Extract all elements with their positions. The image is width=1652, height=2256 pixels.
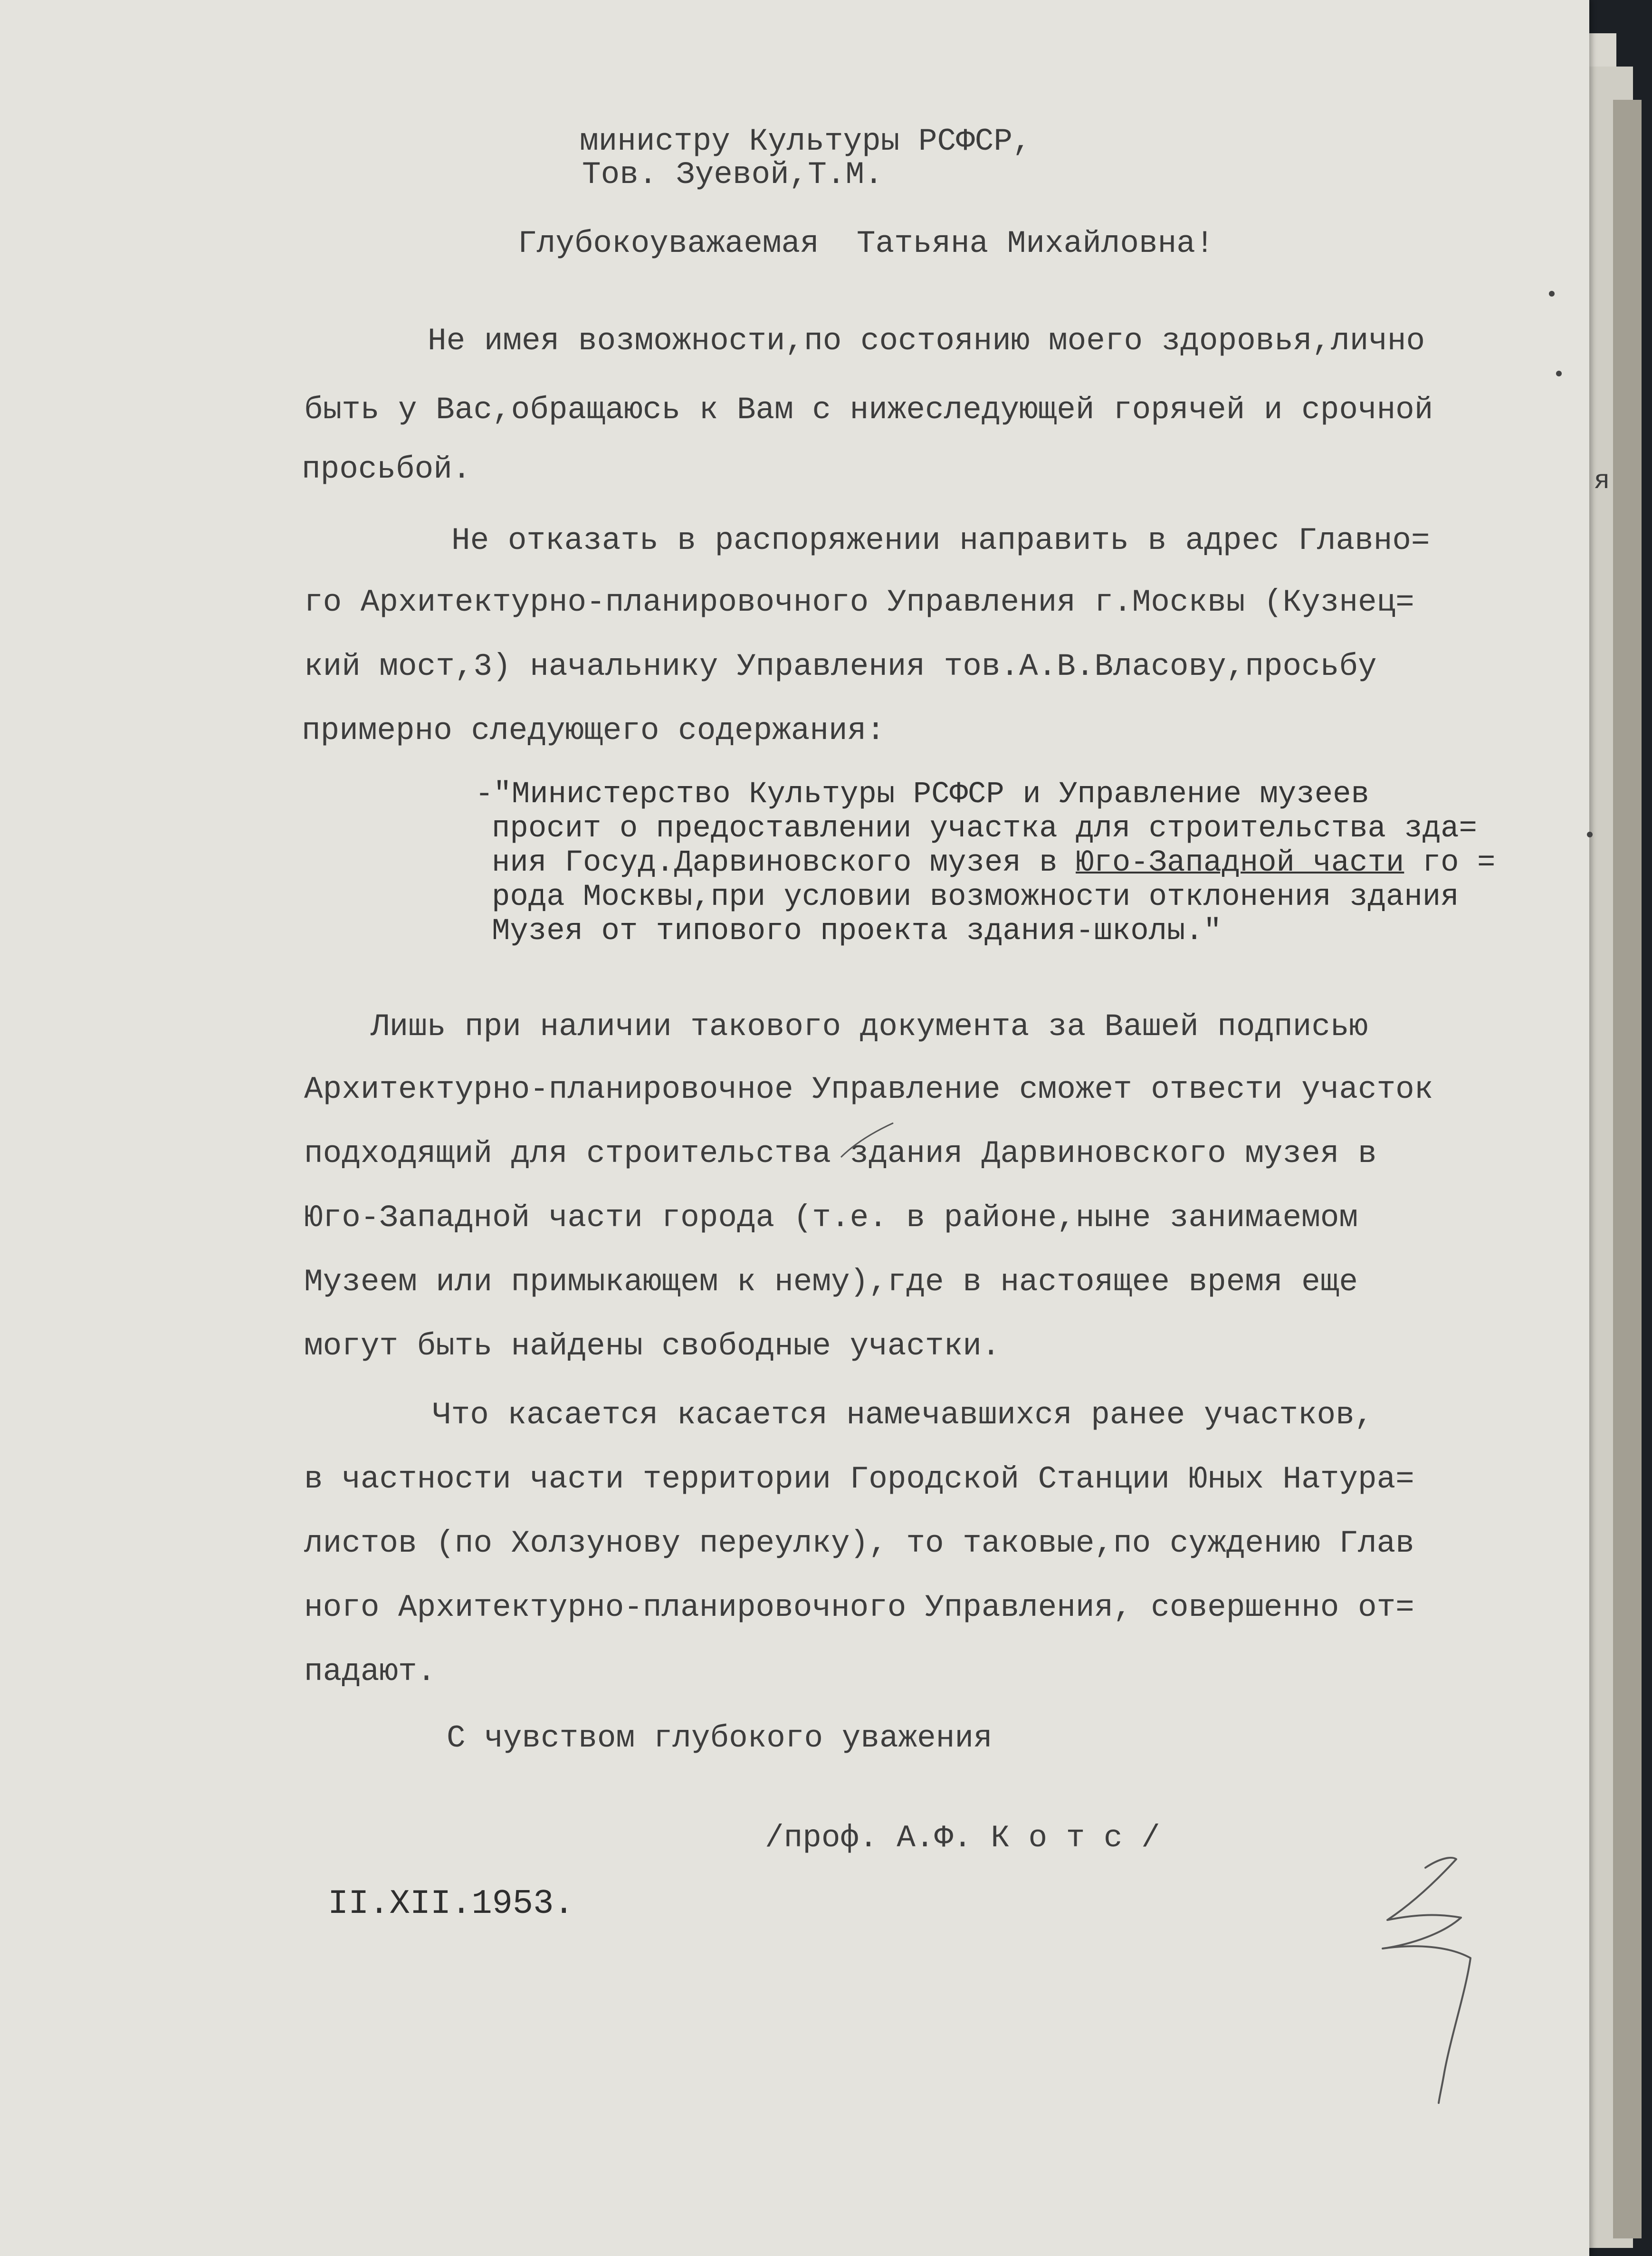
para2-line: го Архитектурно-планировочного Управления г.Москвы (Кузнец= (304, 585, 1414, 620)
quote-line: -"Министерство Культуры РСФСР и Управление музеев (475, 778, 1369, 812)
margin-mark (1556, 371, 1562, 376)
para2-line: примерно следующего содержания: (302, 713, 885, 749)
para4-line: листов (по Холзунову переулку), то таковые,по суждению Глав (304, 1526, 1414, 1561)
para1-line: просьбой. (302, 451, 471, 487)
para3-line: могут быть найдены свободные участки. (304, 1328, 1001, 1364)
para4-line: в частности части территории Городской Станции Юных Натура= (304, 1461, 1414, 1497)
margin-mark (1549, 291, 1555, 297)
underlying-sheet-edge (1613, 100, 1642, 2238)
addressee-line-2: Тов. Зуевой,Т.М. (582, 157, 883, 192)
quote-line: рода Москвы,при условии возможности отклонения здания (492, 880, 1459, 914)
quote-line (492, 848, 1495, 878)
underlined-phrase: Юго-Западной части (1076, 846, 1404, 880)
letter-date: II.XII.1953. (328, 1884, 574, 1923)
para4-line: Что касается касается намечавшихся ранее участков, (432, 1397, 1374, 1433)
pencil-tick-mark (836, 1119, 898, 1162)
para3-line: Архитектурно-планировочное Управление сможет отвести участок (304, 1072, 1433, 1107)
addressee-line-1: министру Культуры РСФСР, (580, 124, 1031, 159)
para2-line: Не отказать в распоряжении направить в адрес Главно= (451, 523, 1430, 558)
para3-line: Юго-Западной части города (т.е. в районе,ныне занимаемом (304, 1200, 1358, 1236)
para3-line: подходящий для строительства здания Дарвиновского музея в (304, 1136, 1377, 1171)
signature-block: /проф. А.Ф. К о т с / (765, 1820, 1160, 1856)
underlying-sheet-char: я (1594, 466, 1610, 496)
para4-line: ного Архитектурно-планировочного Управления, совершенно от= (304, 1590, 1414, 1625)
quote-line: просит о предоставлении участка для строительства зда= (492, 812, 1477, 846)
para1-line: быть у Вас,обращаюсь к Вам с нижеследующей горячей и срочной (304, 392, 1433, 428)
para3-line: Лишь при наличии такового документа за Вашей подписью (371, 1009, 1368, 1045)
salutation: Глубокоуважаемая Татьяна Михайловна! (518, 226, 1214, 261)
para1-line: Не имея возможности,по состоянию моего здоровья,лично (428, 323, 1425, 359)
quote-text: ния Госуд.Дарвиновского музея в (492, 846, 1076, 880)
handwritten-signature (1368, 1849, 1525, 2105)
para3-line: Музеем или примыкающем к нему),где в настоящее время еще (304, 1264, 1358, 1300)
closing: С чувством глубокого уважения (447, 1720, 993, 1756)
quote-text: го = (1404, 846, 1496, 880)
quote-line: Музея от типового проекта здания-школы." (492, 914, 1222, 949)
para2-line: кий мост,3) начальнику Управления тов.А.В.Власову,просьбу (304, 649, 1377, 684)
para4-line: падают. (304, 1654, 436, 1690)
margin-mark (1587, 832, 1593, 837)
